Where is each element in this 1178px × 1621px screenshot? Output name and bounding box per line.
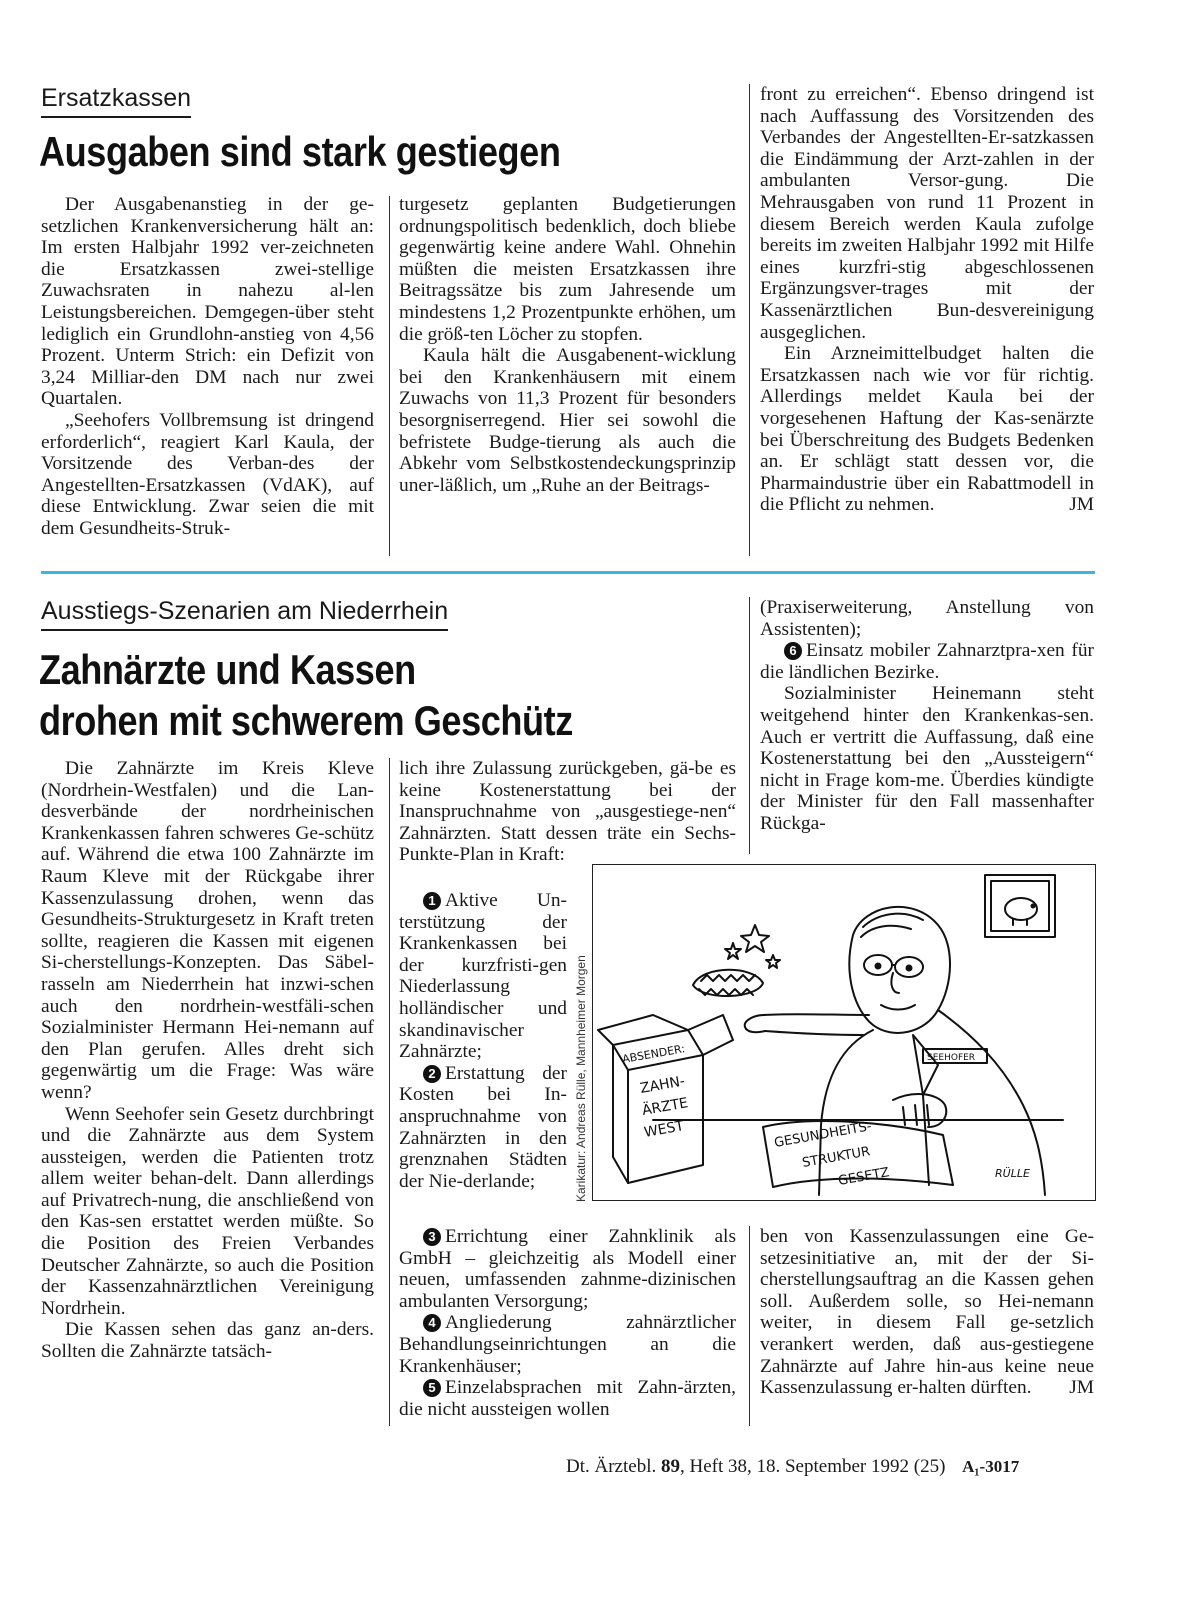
paragraph: front zu erreichen“. Ebenso dringend ist nach Auffassung des Vorsitzenden des Verbandes der Angestellten-Er-satzkassen die Eindämmung der Arzt-zahlen in der ambulanten Versor-gung. Die Mehrausgaben von rund 11 Prozent in diesem Bereich werden Kaula zufolge bereits im zweiten Halbjahr 1992 mit Hilfe eines kurzfri-stig abgeschlossenen Ergänzungsver-trages mit der Kassenärztlichen Bun-desvereinigung ausgeglichen. (760, 84, 1094, 343)
number-badge: 1 (423, 892, 441, 910)
paragraph: Wenn Seehofer sein Gesetz durchbringt und die Zahnärzte aus dem System aussteigen, werden die Patienten trotz allem weiter behan-delt. Dann allerdings auf Privatrech-nung, die anschließend von den Kas-sen erstattet werden müßte. So die Position des Freien Verbandes Deutscher Zahnärzte, so auch die Position der Kassenzahnärztlichen Vereinigung Nordrhein. (41, 1103, 374, 1319)
paragraph: Kaula hält die Ausgabenent-wicklung bei den Krankenhäusern mit einem Zuwachs von 11,3 Prozent für besonders besorgniserregend. Hier sei sowohl die befristete Budge-tierung als auch die Abkehr vom Selbstkostendeckungsprinzip uner-läßlich, um „Ruhe an der Beitrags- (399, 345, 736, 496)
number-badge: 4 (423, 1314, 441, 1332)
number-badge: 3 (423, 1228, 441, 1246)
cartoon-document-text: GESETZ (837, 1165, 891, 1189)
article2-column-3-top (760, 597, 1094, 835)
page-footer (566, 1456, 1019, 1478)
article1-signature: JM (1069, 494, 1094, 516)
paragraph: Der Ausgabenanstieg in der ge-setzlichen Krankenversicherung hält an: Im ersten Halbjahr 1992 ver-zeichneten die Ersatzkassen zwei-stellige Zuwachsraten in nahezu al-len Leistungsbereichen. Demgegen-über steht lediglich ein Grundlohn-anstieg von 4,56 Prozent. Unterm Strich: ein Defizit von 3,24 Milliar-den DM nach nur zwei Quartalen. (41, 194, 374, 410)
cartoon-document-text: STRUKTUR (801, 1144, 872, 1171)
column-divider (389, 758, 390, 1426)
column-divider (749, 597, 750, 854)
cartoon-illustration (593, 865, 1095, 1200)
paragraph: ben von Kassenzulassungen eine Ge-setzesinitiative an, mit der der Si-cherstellungsauftrag an die Kassen gehen soll. Außerdem solle, so Hei-nemann weiter, in diesem Fall ge-setzlich verankert werden, daß aus-gestiegene Zahnärzte auf Jahre hin-aus keine neue Kassenzulassung er-halten dürften. (760, 1226, 1094, 1399)
article1-kicker: Ersatzkassen (41, 84, 191, 118)
article2-kicker: Ausstiegs-Szenarien am Niederrhein (41, 597, 448, 631)
column-divider (749, 84, 750, 556)
cartoon-box-label: ABSENDER: (621, 1042, 687, 1066)
footer-citation-prefix: Dt. Ärztebl. (566, 1456, 657, 1477)
article1-column-1 (41, 194, 374, 540)
section-rule (41, 571, 1095, 574)
article2-column-2-narrow (399, 890, 567, 1192)
footer-volume: 89 (660, 1456, 680, 1477)
paragraph: Sozialminister Heinemann steht weitgehend hinter den Krankenkas-sen. Auch er vertritt die Auffassung, daß eine Kostenerstattung bei den „Aussteigern“ nicht in Frage kom-me. Überdies kündigte der Minister für den Fall massenhafter Rückga- (760, 683, 1094, 834)
column-divider (749, 1226, 750, 1426)
paragraph: Ein Arzneimittelbudget halten die Ersatzkassen nach wie vor für richtig. Allerdings meldet Kaula bei der vorgesehenen Haftung der Kas-senärzte bei Überschreitung des Budgets Bedenken an. Er schlägt statt dessen vor, die Pharmaindustrie über ein Rabattmodell in die Pflicht zu nehmen. (760, 343, 1094, 516)
article1-column-2 (399, 194, 736, 496)
list-item: 5 Einzelabsprachen mit Zahn-ärzten, die nicht aussteigen wollen (399, 1377, 736, 1420)
article2-signature: JM (1069, 1377, 1094, 1399)
paragraph: Die Kassen sehen das ganz an-ders. Sollten die Zahnärzte tatsäch- (41, 1319, 374, 1363)
list-item: 2 Erstattung der Kosten bei In-anspruchnahme von Zahnärzten in den grenznahen Städten der Nie-derlande; (399, 1062, 567, 1192)
cartoon (592, 864, 1096, 1201)
cartoon-document-text: GESUNDHEITS- (773, 1119, 873, 1151)
footer-page-number: A₁-3017 (962, 1457, 1020, 1476)
article2-headline-line1: Zahnärzte und Kassen (39, 646, 416, 693)
list-item: 3 Errichtung einer Zahnklinik als GmbH – gleichzeitig als Modell einer neuen, umfassenden zahnme-dizinischen ambulanten Versorgung; (399, 1226, 736, 1312)
number-badge: 5 (423, 1379, 441, 1397)
article2-headline-line2: drohen mit schwerem Geschütz (39, 697, 573, 744)
cartoon-artist-signature: RÜLLE (995, 1167, 1030, 1180)
cartoon-box-label: ZAHN- (638, 1073, 687, 1097)
cartoon-credit: Karikatur: Andreas Rülle, Mannheimer Morgen (574, 955, 588, 1202)
list-item: 6 Einsatz mobiler Zahnarztpra-xen für die ländlichen Bezirke. (760, 640, 1094, 683)
paragraph: Die Zahnärzte im Kreis Kleve (Nordrhein-Westfalen) und die Lan-desverbände der nordrheinischen Krankenkassen fahren schweres Ge-schütz auf. Während die etwa 100 Zahnärzte im Raum Kleve mit der Rückgabe ihrer Kassenzulassung drohen, wenn das Gesundheits-Strukturgesetz in Kraft treten sollte, reagieren die Kassen mit eigenen Si-cherstellungs-Konzepten. Das Säbel-rasseln am Niederrhein hat inzwi-schen auch den nordrhein-westfäli-schen Sozialminister Hermann Hei-nemann auf den Plan gerufen. Alles dreht sich gegenwärtig um die Frage: Was wäre wenn? (41, 758, 374, 1103)
paragraph: (Praxiserweiterung, Anstellung von Assistenten); (760, 597, 1094, 640)
number-badge: 2 (423, 1065, 441, 1083)
cartoon-box-label: ÄRZTE (640, 1095, 690, 1119)
paragraph: turgesetz geplanten Budgetierungen ordnungspolitisch bedenklich, doch bliebe gegenwärtig keine andere Wahl. Ohnehin müßten die meisten Ersatzkassen ihre Beitragssätze bis zum Jahresende um mindestens 1,2 Prozentpunkte erhöhen, um die größ-ten Löcher zu stopfen. (399, 194, 736, 345)
footer-citation: , Heft 38, 18. September 1992 (25) (679, 1456, 946, 1477)
article1-column-3 (760, 84, 1094, 516)
article1-headline: Ausgaben sind stark gestiegen (39, 128, 561, 175)
number-badge: 6 (784, 642, 802, 660)
column-divider (389, 196, 390, 556)
paragraph: lich ihre Zulassung zurückgeben, gä-be es keine Kostenerstattung bei der Inanspruchnahme von „ausgestiege-nen“ Zahnärzten. Statt dessen träte ein Sechs-Punkte-Plan in Kraft: (399, 758, 736, 866)
article2-column-2-top (399, 758, 736, 866)
cartoon-name-tag: SEEHOFER (927, 1053, 976, 1063)
paragraph: „Seehofers Vollbremsung ist dringend erforderlich“, reagiert Karl Kaula, der Vorsitzende des Verban-des der Angestellten-Ersatzkassen (VdAK), auf diese Entwicklung. Zwar seien die mit dem Gesundheits-Struk- (41, 409, 374, 539)
article2-column-3-bottom (760, 1226, 1094, 1399)
cartoon-box-label: WEST (642, 1118, 686, 1141)
list-item: 4 Angliederung zahnärztlicher Behandlungseinrichtungen an die Krankenhäuser; (399, 1312, 736, 1377)
list-item: 1 Aktive Un-terstützung der Krankenkassen bei der kurzfristi-gen Niederlassung holländischer und skandinavischer Zahnärzte; (399, 890, 567, 1063)
article2-column-2-bottom (399, 1226, 736, 1420)
article2-column-1 (41, 758, 374, 1363)
